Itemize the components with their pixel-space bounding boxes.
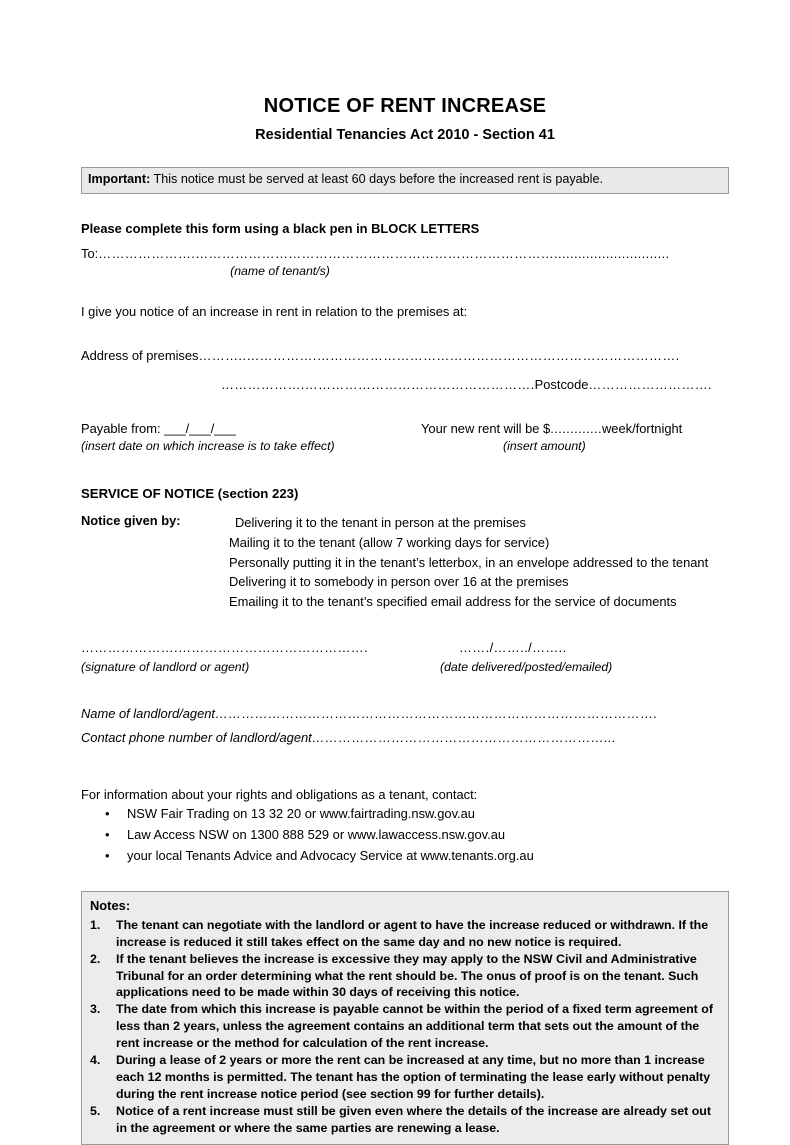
note-number: 3. bbox=[90, 1002, 101, 1017]
payable-from-group bbox=[81, 421, 421, 453]
note-number: 1. bbox=[90, 917, 101, 932]
signature-caption: (signature of landlord or agent) bbox=[81, 659, 250, 674]
landlord-phone-dotted-line: …………………………………………………………... bbox=[311, 730, 617, 746]
notes-box bbox=[81, 891, 729, 1145]
address-dotted-line-1: ………..…………….………………………………………………………………………. bbox=[198, 348, 680, 364]
service-method-item[interactable]: Emailing it to the tenant’s specified email address for the service of documents bbox=[229, 594, 677, 610]
note-item bbox=[90, 951, 720, 1002]
contact-information-block bbox=[81, 787, 729, 867]
to-label: To: bbox=[81, 246, 99, 262]
payable-from-value: ___/___/___ bbox=[164, 421, 236, 437]
note-item bbox=[90, 917, 720, 951]
payable-from-label: Payable from: bbox=[81, 421, 165, 437]
notice-statement: I give you notice of an increase in rent in relation to the premises at: bbox=[81, 304, 468, 320]
contact-list bbox=[81, 804, 729, 867]
notice-given-by-label: Notice given by: bbox=[81, 513, 181, 529]
landlord-name-dotted-line: ………………………………………………………………………………………. bbox=[215, 705, 658, 721]
new-rent-dotted-line: ............. bbox=[550, 421, 602, 437]
note-item bbox=[90, 1052, 720, 1103]
service-of-notice-heading: SERVICE OF NOTICE (section 223) bbox=[81, 486, 299, 502]
tenant-name-field[interactable] bbox=[81, 246, 729, 261]
bullet-icon: • bbox=[105, 826, 110, 842]
landlord-phone-label: Contact phone number of landlord/agent bbox=[81, 730, 312, 746]
address-field-line2[interactable] bbox=[81, 377, 729, 392]
landlord-details-block bbox=[81, 702, 729, 751]
note-number: 2. bbox=[90, 951, 101, 966]
notes-list bbox=[90, 917, 720, 1138]
contact-item-text[interactable]: NSW Fair Trading on 13 32 20 or www.fairtrading.nsw.gov.au bbox=[127, 805, 475, 821]
date-dotted-line[interactable]: ……./……../…….. bbox=[459, 639, 567, 655]
contact-item-text[interactable]: your local Tenants Advice and Advocacy Service at www.tenants.org.au bbox=[127, 847, 534, 863]
important-notice-bar bbox=[81, 167, 729, 194]
note-number: 5. bbox=[90, 1104, 101, 1119]
service-method-item[interactable]: Mailing it to the tenant (allow 7 working days for service) bbox=[229, 534, 550, 550]
service-method-item[interactable]: Personally putting it in the tenant’s letterbox, in an envelope addressed to the tenant bbox=[229, 554, 709, 570]
date-caption: (date delivered/posted/emailed) bbox=[440, 659, 613, 674]
signature-dotted-line[interactable]: ………………….……………………………………. bbox=[81, 639, 369, 655]
bullet-icon: • bbox=[105, 805, 110, 821]
address-block bbox=[81, 348, 729, 392]
service-method-item[interactable]: Delivering it to the tenant in person at the premises bbox=[235, 515, 526, 531]
landlord-name-field[interactable] bbox=[81, 702, 729, 727]
page-subtitle: Residential Tenancies Act 2010 - Section 41 bbox=[255, 127, 555, 143]
note-text: Notice of a rent increase must still be given even where the details of the increase are already set out in the agreement or where the same parties are renewing a lease. bbox=[116, 1104, 711, 1136]
note-text: The date from which this increase is payable cannot be within the period of a fixed term agreement of less than 2 years, unless the agreement contains an additional term that sets out the amount of the rent increase or the method for calculation of the rent increase. bbox=[116, 1002, 713, 1051]
note-item bbox=[90, 1103, 720, 1137]
to-dotted-line: ………………….………………………………………………………………………............................. bbox=[98, 246, 670, 262]
list-item bbox=[81, 804, 729, 825]
new-rent-period: week/fortnight bbox=[602, 421, 683, 437]
service-method-list bbox=[229, 513, 729, 612]
form-instruction: Please complete this form using a black pen in BLOCK LETTERS bbox=[81, 221, 480, 237]
page-title: NOTICE OF RENT INCREASE bbox=[263, 95, 547, 117]
payable-block bbox=[81, 421, 729, 453]
postcode-dotted-line: ………………………. bbox=[588, 377, 713, 393]
address-dotted-line-2a: ……………….……………………………………………. bbox=[221, 377, 535, 393]
new-rent-group bbox=[421, 421, 729, 453]
title-block bbox=[81, 0, 729, 144]
landlord-phone-field[interactable] bbox=[81, 726, 729, 751]
signature-block bbox=[81, 640, 729, 674]
service-method-item[interactable]: Delivering it to somebody in person over 16 at the premises bbox=[229, 574, 569, 590]
document-body bbox=[81, 0, 729, 1145]
list-item bbox=[81, 825, 729, 846]
address-label: Address of premises bbox=[81, 348, 199, 364]
note-text: During a lease of 2 years or more the rent can be increased at any time, but no more than 1 increase each 12 months is permitted. The tenant has the option of terminating the lease early without penalty during the rent increase notice period (see section 99 for further details). bbox=[116, 1053, 711, 1102]
payable-from-field[interactable] bbox=[81, 421, 421, 436]
new-rent-field[interactable] bbox=[421, 421, 729, 436]
service-of-notice-block bbox=[81, 513, 729, 612]
postcode-label: Postcode bbox=[534, 377, 589, 393]
signature-group bbox=[81, 640, 421, 674]
note-text: If the tenant believes the increase is excessive they may apply to the NSW Civil and Administrative Tribunal for an order determining what the rent should be. The onus of proof is on the tenant. Such applications need to be made within 30 days of receiving this notice. bbox=[116, 951, 699, 1000]
important-text: This notice must be served at least 60 days before the increased rent is payable. bbox=[150, 172, 603, 187]
list-item bbox=[81, 846, 729, 867]
contact-lead-text: For information about your rights and obligations as a tenant, contact: bbox=[81, 786, 478, 802]
payable-from-caption: (insert date on which increase is to take effect) bbox=[81, 439, 335, 454]
notes-title: Notes: bbox=[90, 897, 131, 913]
contact-item-text[interactable]: Law Access NSW on 1300 888 529 or www.lawaccess.nsw.gov.au bbox=[127, 826, 506, 842]
tenant-name-caption: (name of tenant/s) bbox=[230, 264, 330, 279]
new-rent-caption: (insert amount) bbox=[503, 439, 586, 454]
bullet-icon: • bbox=[105, 847, 110, 863]
date-group bbox=[421, 640, 729, 674]
note-item bbox=[90, 1001, 720, 1052]
note-text: The tenant can negotiate with the landlord or agent to have the increase reduced or withdrawn. If the increase is reduced it still takes effect on the same day and no new notice is required. bbox=[116, 917, 709, 949]
address-field-line1[interactable] bbox=[81, 348, 729, 363]
important-label: Important: bbox=[88, 172, 151, 187]
note-number: 4. bbox=[90, 1053, 101, 1068]
new-rent-label: Your new rent will be $ bbox=[421, 421, 551, 437]
landlord-name-label: Name of landlord/agent bbox=[81, 705, 216, 721]
